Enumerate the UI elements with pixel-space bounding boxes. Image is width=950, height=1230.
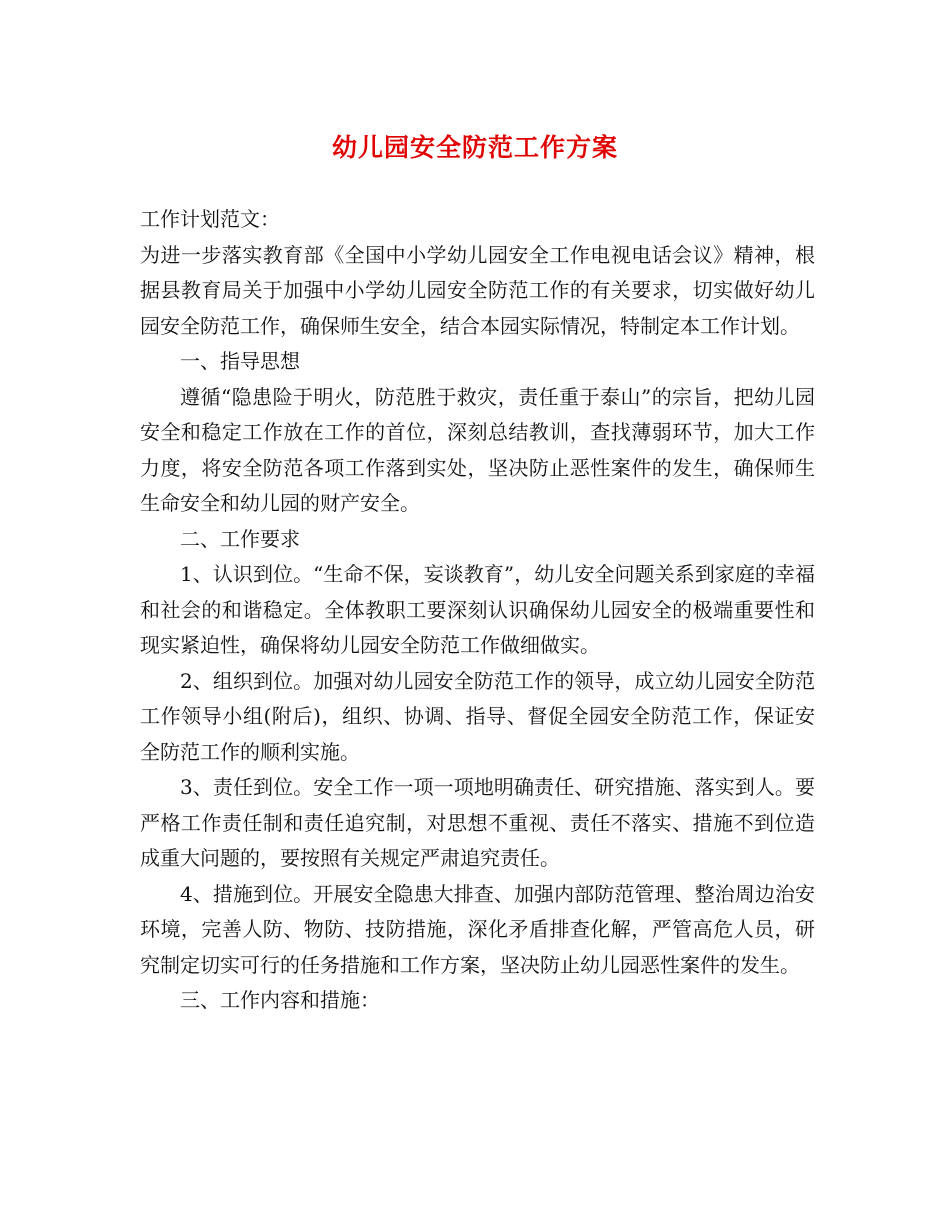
requirement-measures-paragraph: 4、措施到位。开展安全隐患大排查、加强内部防范管理、整治周边治安环境，完善人防、物防、技防措施，深化矛盾排查化解，严管高危人员，研究制定切实可行的任务措施和工作方案，坚决防止幼儿园恶性案件的发生。 <box>140 881 815 977</box>
requirement-awareness-paragraph: 1、认识到位。“生命不保，妄谈教育”，幼儿安全问题关系到家庭的幸福和社会的和谐稳定。全体教职工要深刻认识确保幼儿园安全的极端重要性和现实紧迫性，确保将幼儿园安全防范工作做细做实。 <box>140 562 815 657</box>
intro-label: 工作计划范文： <box>140 207 280 231</box>
section-heading-content-measures: 三、工作内容和措施： <box>180 988 380 1012</box>
guiding-thought-paragraph: 遵循“隐患险于明火，防范胜于救灾，责任重于泰山”的宗旨，把幼儿园安全和稳定工作放在工作的首位，深刻总结教训，查找薄弱环节，加大工作力度，将安全防范各项工作落到实处，坚决防止恶性案件的发生，确保师生生命安全和幼儿园的财产安全。 <box>140 384 815 515</box>
requirement-responsibility-paragraph: 3、责任到位。安全工作一项一项地明确责任、研究措施、落实到人。要严格工作责任制和责任追究制，对思想不重视、责任不落实、措施不到位造成重大问题的，要按照有关规定严肃追究责任。 <box>140 775 815 870</box>
section-heading-work-requirements: 二、工作要求 <box>180 526 300 551</box>
intro-paragraph: 为进一步落实教育部《全国中小学幼儿园安全工作电视电话会议》精神，根据县教育局关于加强中小学幼儿园安全防范工作的有关要求，切实做好幼儿园安全防范工作，确保师生安全，结合本园实际情况，特制定本工作计划。 <box>140 242 815 338</box>
requirement-organization-paragraph: 2、组织到位。加强对幼儿园安全防范工作的领导，成立幼儿园安全防范工作领导小组(附后)，组织、协调、指导、督促全园安全防范工作，保证安全防范工作的顺利实施。 <box>140 668 815 764</box>
section-heading-guiding-thought: 一、指导思想 <box>180 349 300 373</box>
document-body <box>140 202 815 1019</box>
document-title: 幼儿园安全防范工作方案 <box>331 133 618 162</box>
